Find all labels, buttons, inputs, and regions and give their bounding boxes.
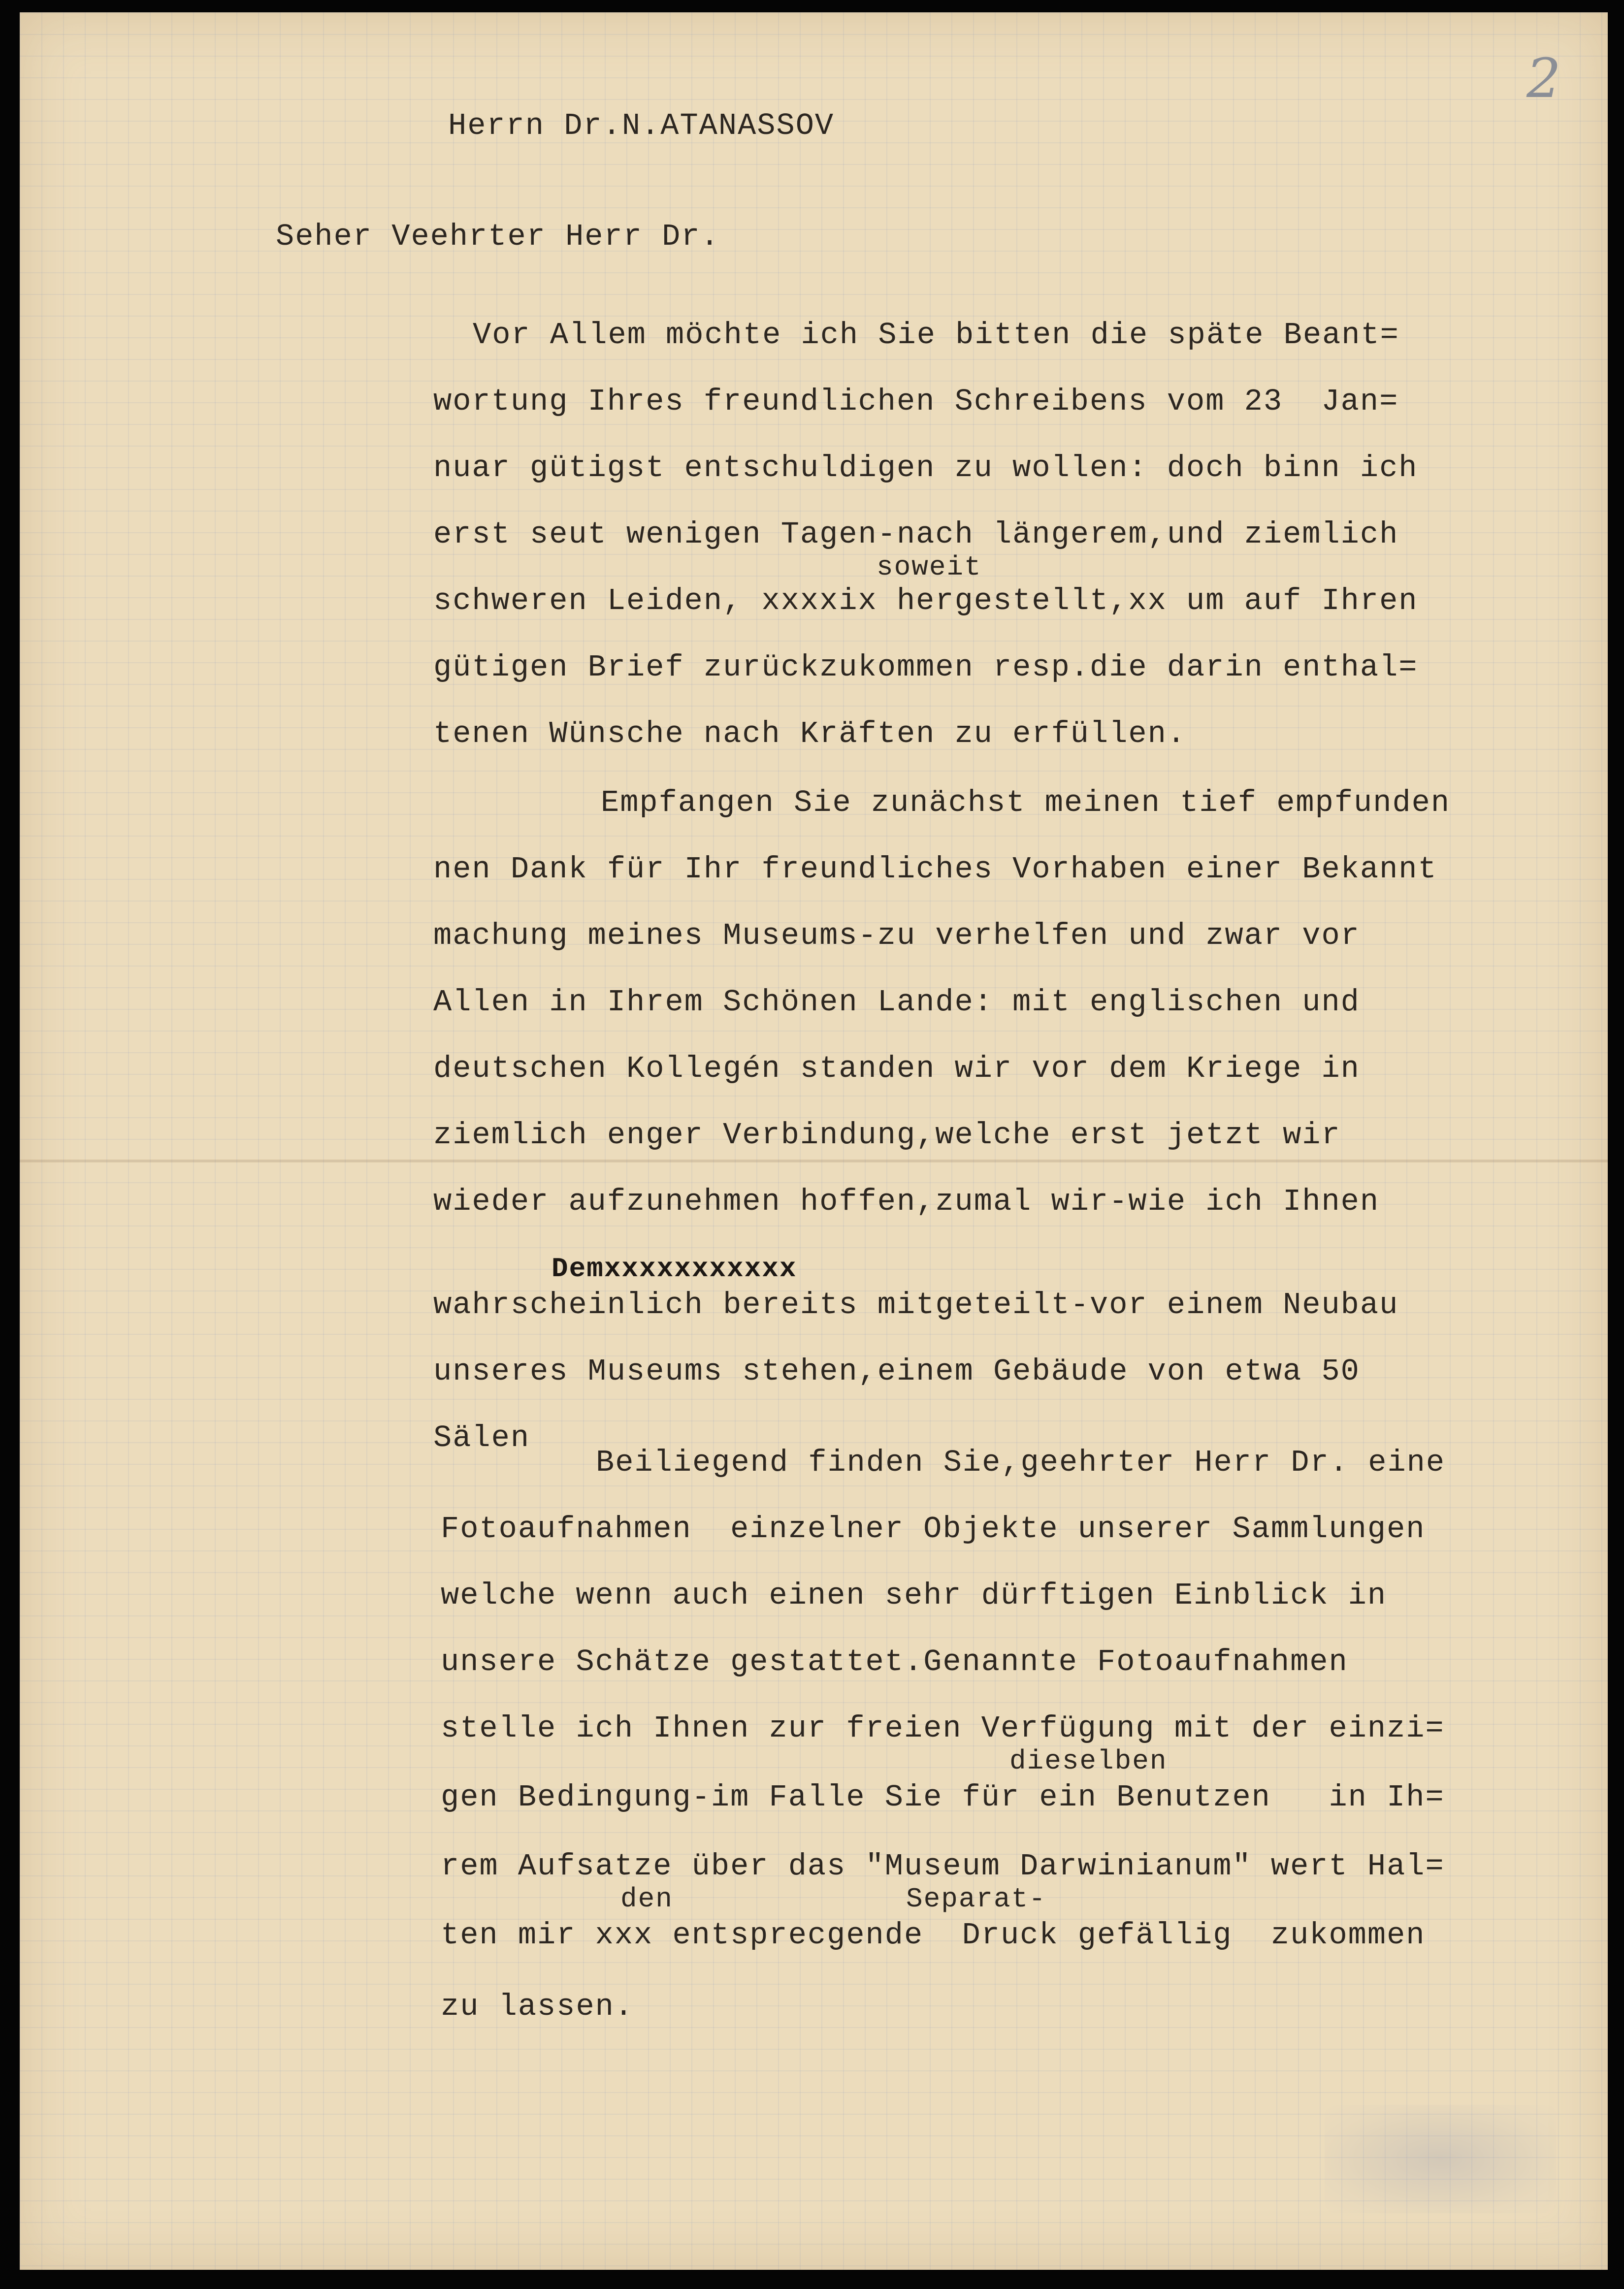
text-line: rem Aufsatze über das "Museum Darwinianum" wert Hal= [441,1849,1445,1884]
salutation: Seher Veehrter Herr Dr. [276,219,720,254]
text-line: unseres Museums stehen,einem Gebäude von etwa 50 [433,1354,1360,1389]
text-line: machung meines Museums-zu verhelfen und zwar vor [433,918,1360,953]
text-line: gen Bedingung-im Falle Sie für ein Benutzen in Ih= [441,1780,1445,1815]
letter-page [20,12,1608,2270]
text-line: wortung Ihres freundlichen Schreibens vom 23 Jan= [433,384,1399,419]
addressee: Herrn Dr.N.ATANASSOV [448,108,835,143]
text-line: zu lassen. [441,1989,634,2024]
paper-fold [20,1160,1608,1162]
text-line: Empfangen Sie zunächst meinen tief empfunden [601,785,1451,820]
insertion: Separat- [906,1883,1046,1915]
text-line: nuar gütigst entschuldigen zu wollen: doch binn ich [433,451,1418,485]
text-line: Fotoaufnahmen einzelner Objekte unserer Sammlungen [441,1512,1426,1547]
text-line: schweren Leiden, xxxxix hergestellt,xx um auf Ihren [433,583,1418,618]
struck-insertion: Demxxxxxxxxxxx [552,1253,797,1285]
insertion: den [620,1883,673,1915]
text-line: wieder aufzunehmen hoffen,zumal wir-wie ich Ihnen [433,1184,1380,1219]
text-line: gütigen Brief zurückzukommen resp.die darin enthal= [433,650,1418,685]
text-line: Vor Allem möchte ich Sie bitten die späte Beant= [473,318,1399,353]
text-line: erst seut wenigen Tagen-nach längerem,und ziemlich [433,517,1399,552]
text-line: stelle ich Ihnen zur freien Verfügung mit der einzi= [441,1711,1445,1746]
text-line: ten mir xxx entsprecgende Druck gefällig zukommen [441,1918,1426,1953]
text-line: deutschen Kollegén standen wir vor dem Kriege in [433,1051,1360,1086]
insertion: dieselben [1009,1745,1168,1777]
text-line: Beiliegend finden Sie,geehrter Herr Dr. eine [596,1445,1446,1480]
text-line: Allen in Ihrem Schönen Lande: mit englischen und [433,985,1360,1020]
text-line: unsere Schätze gestattet.Genannte Fotoaufnahmen [441,1644,1348,1679]
page-number: 2 [1527,47,1561,110]
text-line: Sälen [433,1420,530,1455]
archive-stamp [1325,2105,1556,2213]
text-line: nen Dank für Ihr freundliches Vorhaben einer Bekannt [433,852,1437,887]
insertion: soweit [877,551,982,583]
text-line: ziemlich enger Verbindung,welche erst jetzt wir [433,1118,1341,1153]
text-line: wahrscheinlich bereits mitgeteilt-vor einem Neubau [433,1288,1399,1322]
text-line: tenen Wünsche nach Kräften zu erfüllen. [433,716,1187,751]
text-line: welche wenn auch einen sehr dürftigen Einblick in [441,1578,1387,1613]
